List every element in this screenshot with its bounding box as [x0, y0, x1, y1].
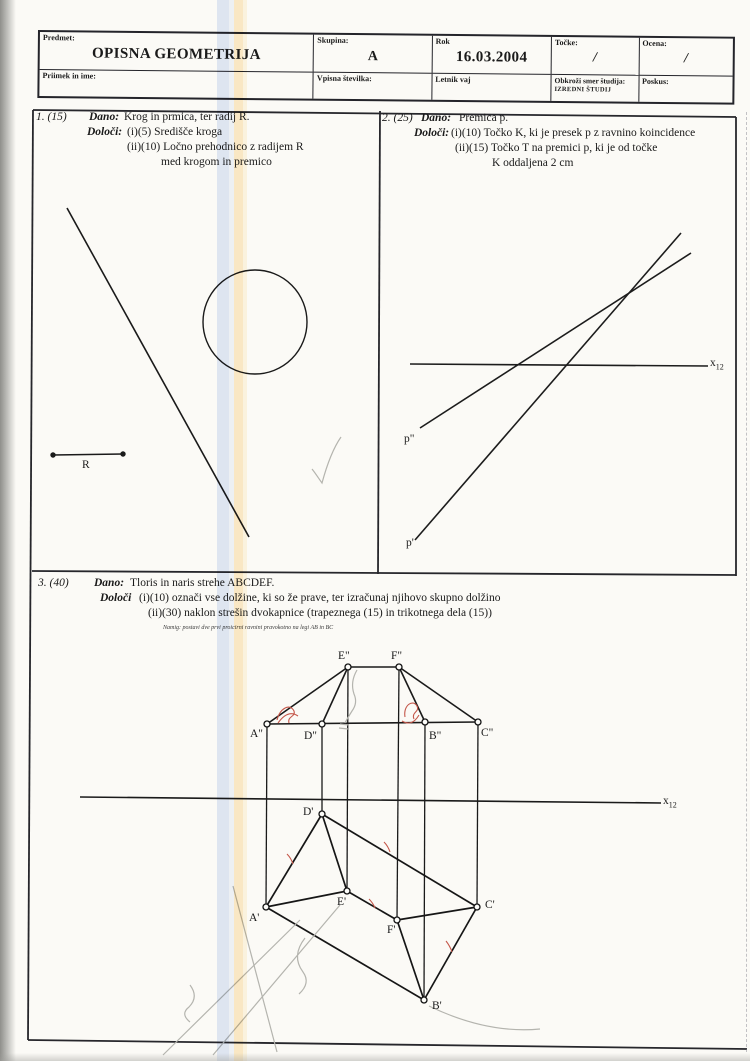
point-label-D-tloris: D'	[303, 806, 314, 818]
radius-segment	[53, 454, 123, 455]
task1-item-1: (i)(5) Središče kroga	[127, 126, 223, 138]
x12-axis-line	[410, 364, 708, 366]
task3-hint: Namig: postavi dve prvi proicirni ravnini pravokotno na legi AB in BC	[163, 625, 334, 631]
priimek-label: Priimek in ime:	[42, 71, 96, 81]
point-label-A-naris: A"	[250, 728, 263, 740]
task2-dano-label: Dano:	[421, 112, 452, 124]
task1-item-2: (ii)(10) Ločno prehodnico z radijem R	[127, 141, 304, 153]
point-label-E-naris: E"	[338, 650, 350, 662]
course-title: OPISNA GEOMETRIJA	[91, 45, 262, 64]
axis-label-x12-task2: $x_{12}$	[710, 357, 724, 372]
pencil-annotations	[163, 437, 540, 1055]
task1-number: 1. (15)	[36, 111, 67, 123]
skupina-label: Skupina:	[317, 35, 349, 45]
task1-dano-label: Dano:	[89, 111, 120, 123]
task3-dano-text: Tloris in naris strehe ABCDEF.	[130, 577, 275, 589]
header-col-rok	[431, 36, 551, 101]
exam-header-table	[37, 30, 735, 105]
point-label-p-first: p'	[406, 537, 414, 549]
task1-doloci-label: Določi:	[87, 126, 123, 138]
grade-value: /	[683, 51, 689, 67]
task3-projection-lines	[266, 667, 478, 1000]
group-value: A	[367, 49, 378, 65]
task2-doloci-label: Določi:	[414, 127, 450, 139]
radius-label: R	[82, 459, 90, 471]
task2-dano-text: Premica p.	[459, 112, 509, 124]
krog-circle	[203, 270, 307, 374]
poskus-label: Poskus:	[642, 76, 669, 87]
task3-naris	[267, 667, 478, 724]
point-label-F-naris: F"	[391, 650, 403, 662]
header-col-skupina	[313, 35, 432, 100]
point-label-F-tloris: F'	[387, 924, 396, 936]
header-col-ocena	[638, 38, 733, 103]
task1-dano-text: Krog in prmica, ter radij R.	[124, 111, 250, 123]
header-col-tocke	[550, 37, 638, 102]
point-label-A-tloris: A'	[249, 912, 260, 924]
point-label-B-naris: B"	[429, 730, 442, 742]
task2-number: 2. (25)	[382, 112, 413, 124]
task3-item-2: (ii)(30) naklon strešin dvokapnice (trapeznega (15) in trikotnega dela (15))	[148, 607, 492, 619]
exam-date: 16.03.2004	[455, 49, 528, 66]
task2-item-2: (ii)(15) Točko T na premici p, ki je od točke	[455, 142, 658, 154]
study-mode-value: IZREDNI ŠTUDIJ	[554, 85, 612, 94]
letnik-label: Letnik vaj	[435, 74, 471, 85]
point-label-C-tloris: C'	[485, 899, 495, 911]
point-label-B-tloris: B'	[432, 1000, 442, 1012]
point-label-D-naris: D"	[304, 730, 317, 742]
axis-label-x12-task3: $x_{12}$	[663, 795, 677, 810]
task1-item-3: med krogom in premico	[161, 156, 272, 168]
task3-number: 3. (40)	[38, 577, 69, 589]
points-value: /	[593, 50, 598, 66]
task2-item-3: K oddaljena 2 cm	[492, 157, 574, 169]
point-label-p-second: p"	[404, 433, 415, 445]
premica-line	[67, 208, 249, 537]
task1-figure	[50, 208, 307, 537]
point-label-C-naris: C"	[481, 727, 494, 739]
predmet-label: Predmet:	[42, 33, 75, 43]
tocke-label: Točke:	[554, 37, 578, 48]
ocena-label: Ocena:	[642, 38, 667, 49]
task3-tloris	[266, 814, 477, 1000]
obkrozi-label: Obkroži smer študija:	[554, 75, 626, 86]
scan-right-edge-dashes	[746, 112, 747, 1052]
x12-axis-line-task3	[80, 797, 661, 803]
rok-label: Rok	[435, 36, 450, 46]
task3-dano-label: Dano:	[94, 577, 125, 589]
task3-doloci-label: Določi	[100, 592, 132, 604]
task2-item-1: (i)(10) Točko K, ki je presek p z ravnino koincidence	[451, 127, 696, 139]
point-label-E-tloris: E'	[337, 896, 347, 908]
vpisna-label: Vpisna številka:	[316, 73, 372, 84]
header-col-predmet	[39, 32, 313, 99]
task3-item-1: (i)(10) označi vse dolžine, ki so že prave, ter izračunaj njihovo skupno dolžino	[139, 592, 501, 604]
task2-figure	[410, 233, 708, 540]
p-second-projection-line	[420, 253, 691, 428]
checkmark-pencil	[312, 437, 341, 483]
p-first-projection-line	[415, 233, 681, 540]
